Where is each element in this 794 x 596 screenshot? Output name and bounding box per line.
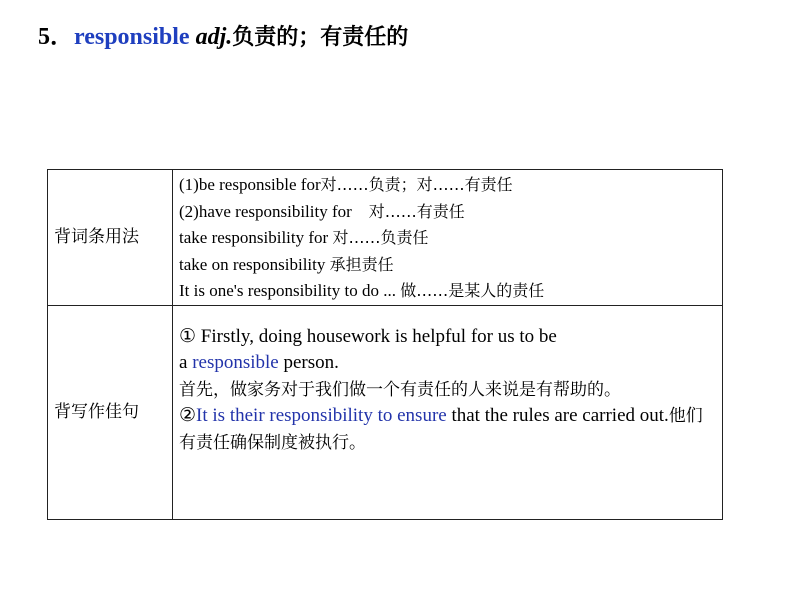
vocab-heading: [38, 22, 408, 53]
part-of-speech: adj.: [195, 24, 233, 50]
usage-line: [179, 199, 716, 226]
sentence-marker: ②: [179, 405, 197, 426]
sentence-text: Firstly, doing housework is helpful for us to be: [196, 325, 557, 347]
usage-en: (1)be responsible for: [179, 175, 321, 194]
usage-line: [179, 225, 716, 252]
example-sentence-1: [179, 324, 716, 404]
sentence-content: [173, 305, 723, 519]
highlighted-phrase: It is their responsibility to ensure: [196, 405, 447, 426]
item-number: 5．: [38, 24, 74, 50]
vocab-table: [47, 169, 723, 520]
usage-content: [173, 170, 723, 306]
example-sentence-2: [179, 403, 716, 456]
sentence-label: 背写作佳句: [48, 305, 173, 519]
sentence-row: [48, 305, 723, 519]
usage-en: take responsibility for: [179, 228, 333, 247]
usage-line: [179, 252, 716, 279]
usage-en: (2)have responsibility for: [179, 201, 369, 221]
usage-cn: 对……负责任: [332, 228, 429, 247]
usage-line: [179, 278, 716, 305]
highlighted-phrase: responsible: [192, 352, 279, 373]
usage-cn: 对……负责；对……有责任: [320, 175, 513, 194]
usage-cn: 承担责任: [329, 254, 394, 274]
headword: responsible: [74, 24, 190, 50]
sentence-text: a: [179, 352, 193, 373]
usage-cn: 对……有责任: [368, 201, 465, 221]
usage-row: [48, 170, 723, 306]
sentence-marker: ①: [179, 325, 197, 347]
usage-cn: 做……是某人的责任: [400, 281, 545, 300]
usage-en: take on responsibility: [179, 254, 330, 274]
usage-line: [179, 172, 716, 199]
headword-meaning: 负责的；有责任的: [232, 25, 409, 50]
usage-en: It is one's responsibility to do ...: [179, 281, 401, 300]
usage-label: 背词条用法: [48, 170, 173, 306]
sentence-text: person.: [278, 352, 339, 373]
sentence-text: that the rules are carried out.: [446, 405, 669, 426]
sentence-translation: 他们有责任确保制度被执行。: [179, 406, 703, 453]
sentence-translation: 首先，做家务对于我们做一个有责任的人来说是有帮助的。: [179, 379, 621, 400]
